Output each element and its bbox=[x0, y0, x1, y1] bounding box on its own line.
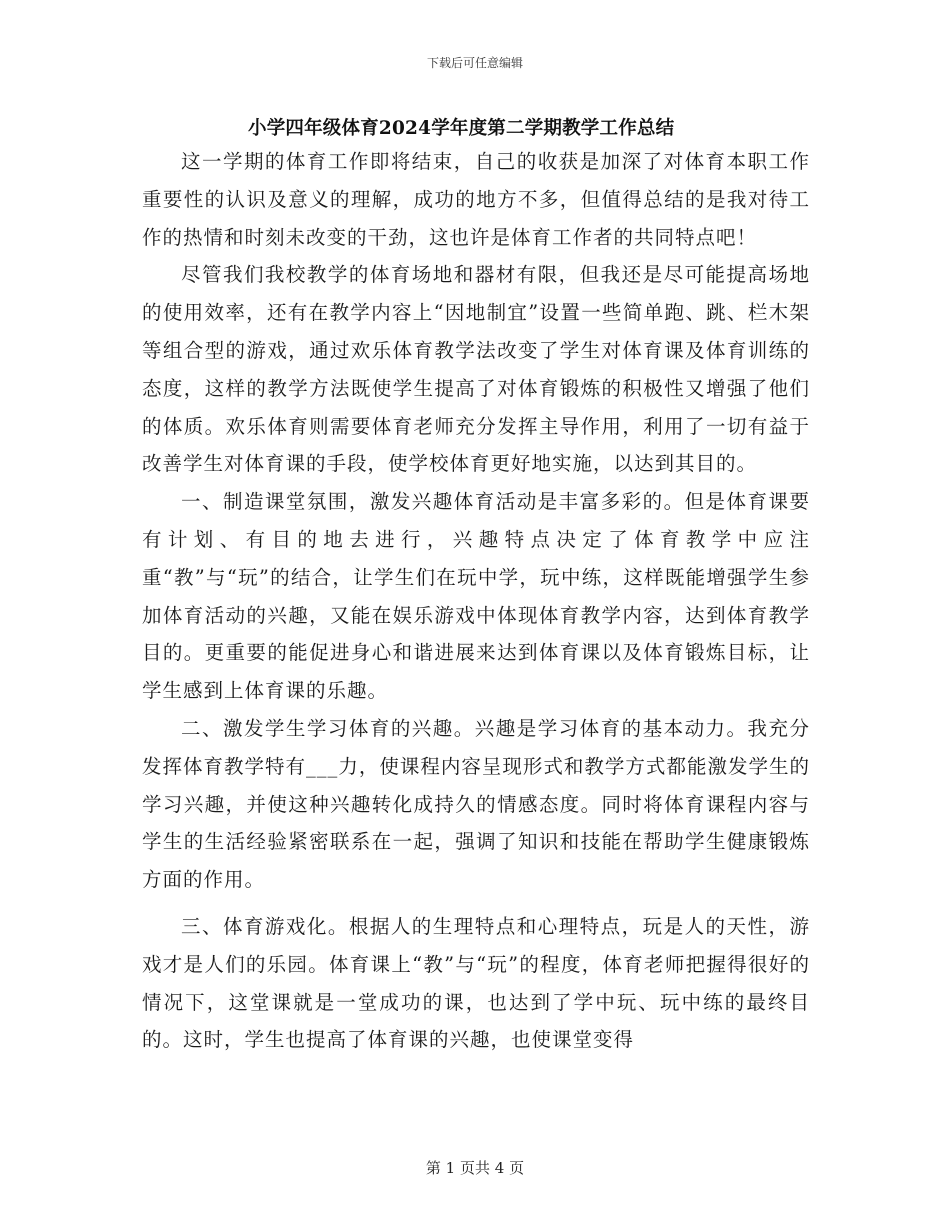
paragraph-section-three: 三、体育游戏化。根据人的生理特点和心理特点，玩是人的天性，游戏才是人们的乐园。体育课上“教”与“玩”的程度，体育老师把握得很好的情况下，这堂课就是一堂成功的课，也达到了学中玩、玩中练的最终目的。这时，学生也提高了体育课的兴趣，也使课堂变得 bbox=[142, 914, 810, 1052]
header-note: 下载后可任意编辑 bbox=[426, 56, 523, 70]
paragraph-intro: 这一学期的体育工作即将结束，自己的收获是加深了对体育本职工作重要性的认识及意义的理解，成功的地方不多，但值得总结的是我对待工作的热情和时刻未改变的干劲，这也许是体育工作者的共同特点吧！ bbox=[142, 150, 810, 249]
document-body bbox=[142, 143, 810, 1059]
paragraph-section-one: 一、制造课堂氛围，激发兴趣体育活动是丰富多彩的。但是体育课要有计划、有目的地去进行，兴趣特点决定了体育教学中应注重“教”与“玩”的结合，让学生们在玩中学，玩中练，这样既能增强学生参加体育活动的兴趣，又能在娱乐游戏中体现体育教学内容，达到体育教学目的。更重要的能促进身心和谐进展来达到体育课以及体育锻炼目标，让学生感到上体育课的乐趣。 bbox=[142, 490, 810, 703]
page-number: 第 1 页共 4 页 bbox=[425, 1159, 525, 1177]
paragraph-facilities: 尽管我们我校教学的体育场地和器材有限，但我还是尽可能提高场地的使用效率，还有在教学内容上“因地制宜”设置一些简单跑、跳、栏木架等组合型的游戏，通过欢乐体育教学法改变了学生对体育课及体育训练的态度，这样的教学方法既使学生提高了对体育锻炼的积极性又增强了他们的体质。欢乐体育则需要体育老师充分发挥主导作用，利用了一切有益于改善学生对体育课的手段，使学校体育更好地实施，以达到其目的。 bbox=[142, 263, 810, 476]
paragraph-section-two: 二、激发学生学习体育的兴趣。兴趣是学习体育的基本动力。我充分发挥体育教学特有___力，使课程内容呈现形式和教学方式都能激发学生的学习兴趣，并使这种兴趣转化成持久的情感态度。同时将体育课程内容与学生的生活经验紧密联系在一起，强调了知识和技能在帮助学生健康锻炼方面的作用。 bbox=[142, 716, 810, 892]
document-title: 小学四年级体育2024学年度第二学期教学工作总结 bbox=[248, 118, 675, 139]
